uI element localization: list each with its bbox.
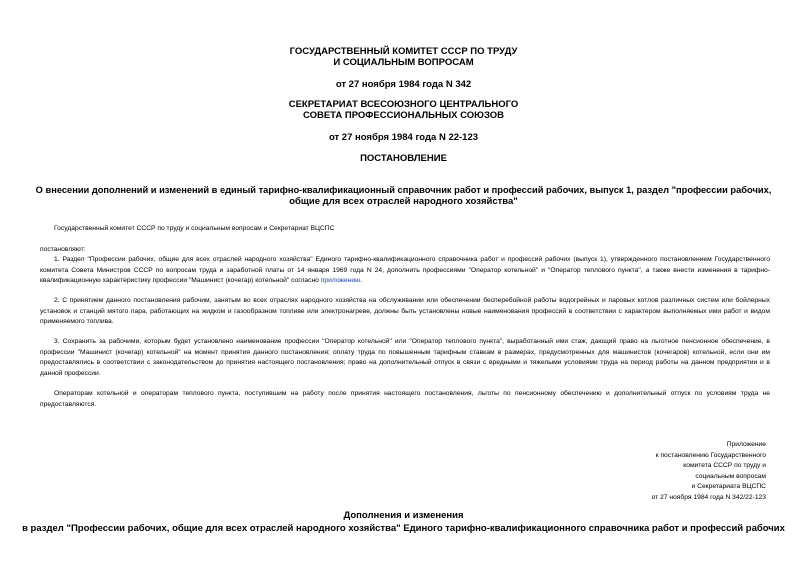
appendix-l2: к постановлению Государственного [655, 451, 766, 459]
additions-subtitle: в раздел "Профессии рабочих, общие для всех отраслей народного хозяйства" Единого тарифно-квалификационного справочника работ и профессий рабочих [22, 523, 785, 534]
title-line1: О внесении дополнений и изменений в единый тарифно-квалификационный справочник работ и профессий рабочих, выпуск 1, раздел "профессии рабочих, [35, 185, 772, 195]
p1-text: 1. Раздел "Профессии рабочих, общие для всех отраслей народного хозяйства" Единого тарифно-квалификационного справочника работ и профессий рабочих (выпуск 1), утвержденного постановлением Государственного комитета Совета Министров СССР по вопросам труда и заработной платы от 14 января 1969 года N 24, дополнить профессиями "Оператор котельной" и "Оператор теплового пункта", а также внести изменения в тарифно-квалификационную характеристику профессии "Машинист (кочегар) котельной" согласно [40, 256, 770, 284]
appendix-l6: от 27 ноября 1984 года N 342/22-123 [651, 493, 766, 501]
page-title [0, 184, 807, 208]
org2-line2: СОВЕТА ПРОФЕССИОНАЛЬНЫХ СОЮЗОВ [302, 110, 505, 121]
appendix-l3: комитета СССР по труду и [683, 462, 766, 469]
paragraph-3: 3. Сохранить за рабочими, которым будет установлено наименование профессии "Оператор котельной" или "Оператор теплового пункта", выработанный ими стаж, дающий право на льготное пенсионное обеспечение, в профессии "Машинист (кочегар) котельной" на момент принятия данного постановления; оплату труда по повышенным тарифным ставкам в размерах, предусмотренных для машинистов (кочегаров) котельной, если они им предоставлялись в соответствии с законодательством до принятия настоящего постановления; право на дополнительный отпуск в связи с вредными и тяжелыми условиями труда на период работы на данном предприятии и в данной профессии. [40, 338, 770, 377]
doc-type: ПОСТАНОВЛЕНИЕ [360, 153, 447, 164]
intro-paragraph: Государственный комитет СССР по труду и социальным вопросам и Секретариат ВЦСПС [54, 225, 335, 232]
p1-end: . [360, 277, 362, 284]
org1-line1: ГОСУДАРСТВЕННЫЙ КОМИТЕТ СССР ПО ТРУДУ [289, 46, 518, 57]
header-org2 [0, 99, 807, 121]
decree-line: постановляют: [40, 246, 86, 253]
org1-line2: И СОЦИАЛЬНЫМ ВОПРОСАМ [333, 57, 474, 68]
paragraph-4: Операторам котельной и операторам теплового пункта, поступившим на работу после принятия настоящего постановления, льготы по пенсионному обеспечению и дополнительный отпуск по условиям труда не предоставляются. [40, 390, 770, 408]
paragraph-2: 2. С принятием данного постановления рабочим, занятым во всех отраслях народного хозяйства на обслуживании или обеспечении бесперебойной работы водогрейных и паровых котлов различных систем или бойлерных установок и станций мятого пара, работающих на жидком и газообразном топливе или электронагреве, должны быть установлены новые наименования профессий в соответствии с характером выполняемых ими работ и видом применяемого топлива. [40, 297, 770, 325]
paragraph-1 [40, 255, 770, 287]
additions-title: Дополнения и изменения [343, 510, 464, 521]
appendix-l1: Приложение [726, 441, 766, 448]
date2: от 27 ноября 1984 года N 22-123 [328, 132, 479, 143]
org2-line1: СЕКРЕТАРИАТ ВСЕСОЮЗНОГО ЦЕНТРАЛЬНОГО [288, 99, 519, 110]
date1: от 27 ноября 1984 года N 342 [335, 79, 472, 90]
title-line2: общие для всех отраслей народного хозяйства" [289, 196, 518, 207]
appendix-reference [652, 440, 766, 503]
appendix-link[interactable]: приложению [320, 277, 361, 284]
header-org1 [0, 46, 807, 68]
appendix-l4: социальным вопросам [695, 472, 766, 480]
appendix-l5: и Секретариата ВЦСПС [691, 483, 766, 490]
